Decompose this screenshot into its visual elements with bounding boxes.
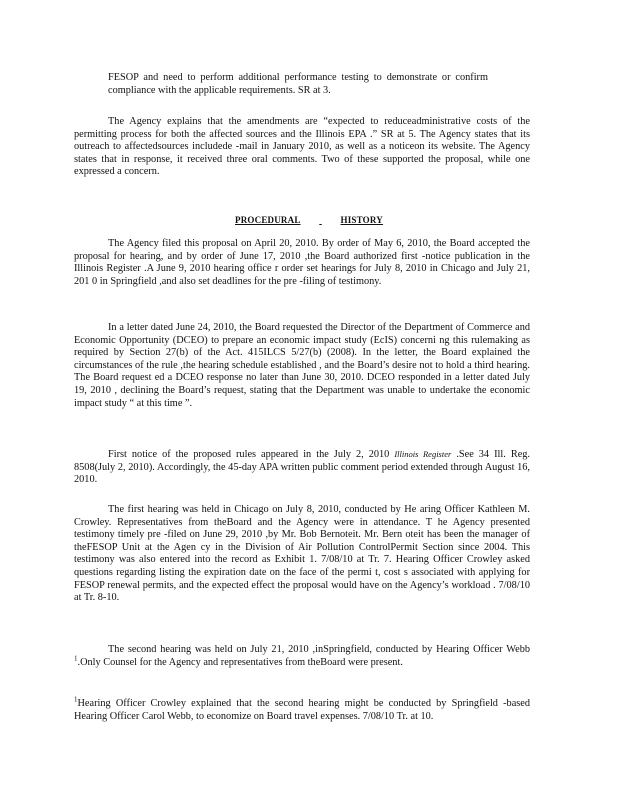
first-notice-paragraph: [74, 448, 530, 487]
second-hearing-text-a: The second hearing was held on July 21, 2010 ,inSpringfield, conducted by Hearing Officer Webb: [108, 644, 530, 655]
illinois-register-citation: Illinois Register: [394, 449, 452, 459]
second-hearing-paragraph: [74, 644, 530, 669]
heading-procedural: PROCEDURAL: [235, 215, 301, 225]
first-notice-text-b: .See 34 Ill. Reg. 8508(July 2, 2010). Accordingly, the 45-day APA written public comment period extended through August 16, 2010.: [74, 449, 530, 486]
letter-paragraph: [74, 322, 530, 410]
first-hearing-paragraph: [74, 504, 530, 605]
agency-filed-paragraph: [74, 238, 530, 288]
footnote-reference: 1: [74, 654, 78, 663]
heading-history: HISTORY: [340, 215, 383, 225]
footnote-text: Hearing Officer Crowley explained that the second hearing might be conducted by Springfield -based Hearing Officer Carol Webb, to economize on Board travel expenses. 7/08/10 Tr. at 10.: [74, 698, 530, 722]
first-hearing-text: The first hearing was held in Chicago on July 8, 2010, conducted by He aring Officer Kathleen M. Crowley. Representatives from theBoard and the Agency were in attendance. T he Agency presented testimony timely pre -filed on June 29, 2010 ,by Mr. Bob Bernoteit. Mr. Bern oteit has been the manager of theFESOP Unit at the Agen cy in the Division of Air Pollution ControlPermit Section since 2004. This testimony was also entered into the record as Exhibit 1. 7/08/10 at Tr. 7. Hearing Officer Crowley asked questions regarding listing the expiration date on the face of the permi t, cost s associated with applying for FESOP renewal permits, and the expected effect the proposal would have on the Agency’s workload . 7/08/10 at Tr. 8-10.: [74, 504, 530, 604]
section-heading: [0, 214, 618, 227]
letter-text: In a letter dated June 24, 2010, the Board requested the Director of the Department of Commerce and Economic Opportunity (DCEO) to prepare an economic impact study (EcIS) concerni ng this rulemaking as required by Section 27(b) of the Act. 415ILCS 5/27(b) (2008). In the letter, the Board explained the circumstances of the rule ,the hearing schedule established , and the Board’s desire not to hold a third hearing. The Board request ed a DCEO response no later than June 30, 2010. DCEO responded in a letter dated July 19, 2010 , declining the Board’s request, stating that the Department was unable to undertake the economic impact study “ at this time ”.: [74, 322, 530, 409]
agency-explains-paragraph: [74, 116, 530, 179]
continuation-paragraph: FESOP and need to perform additional performance testing to demonstrate or confirm compliance with the applicable requirements. SR at 3.: [108, 72, 488, 96]
footnote-mark: 1: [74, 695, 78, 704]
agency-explains-text: The Agency explains that the amendments are “expected to reduceadministrative costs of the permitting process for both the affected sources and the Illinois EPA .” SR at 5. The Agency states that its outreach to affectedsources includede -mail in January 2010, as well as a noticeon its website. The Agency states that in response, it received three oral comments. Two of these supported the proposal, while one expressed a concern.: [74, 116, 530, 178]
heading-gap: [301, 214, 341, 227]
footnote: [74, 695, 530, 723]
first-notice-text-a: First notice of the proposed rules appeared in the July 2, 2010: [108, 449, 390, 460]
agency-filed-text: The Agency filed this proposal on April 20, 2010. By order of May 6, 2010, the Board accepted the proposal for hearing, and by order of June 17, 2010 ,the Board authorized first -notice publication in the Illinois Register .A June 9, 2010 hearing office r order set hearings for July 8, 2010 in Chicago and July 21, 201 0 in Springfield ,and also set deadlines for the pre -filing of testimony.: [74, 238, 530, 287]
second-hearing-text-b: .Only Counsel for the Agency and representatives from theBoard were present.: [77, 656, 403, 668]
